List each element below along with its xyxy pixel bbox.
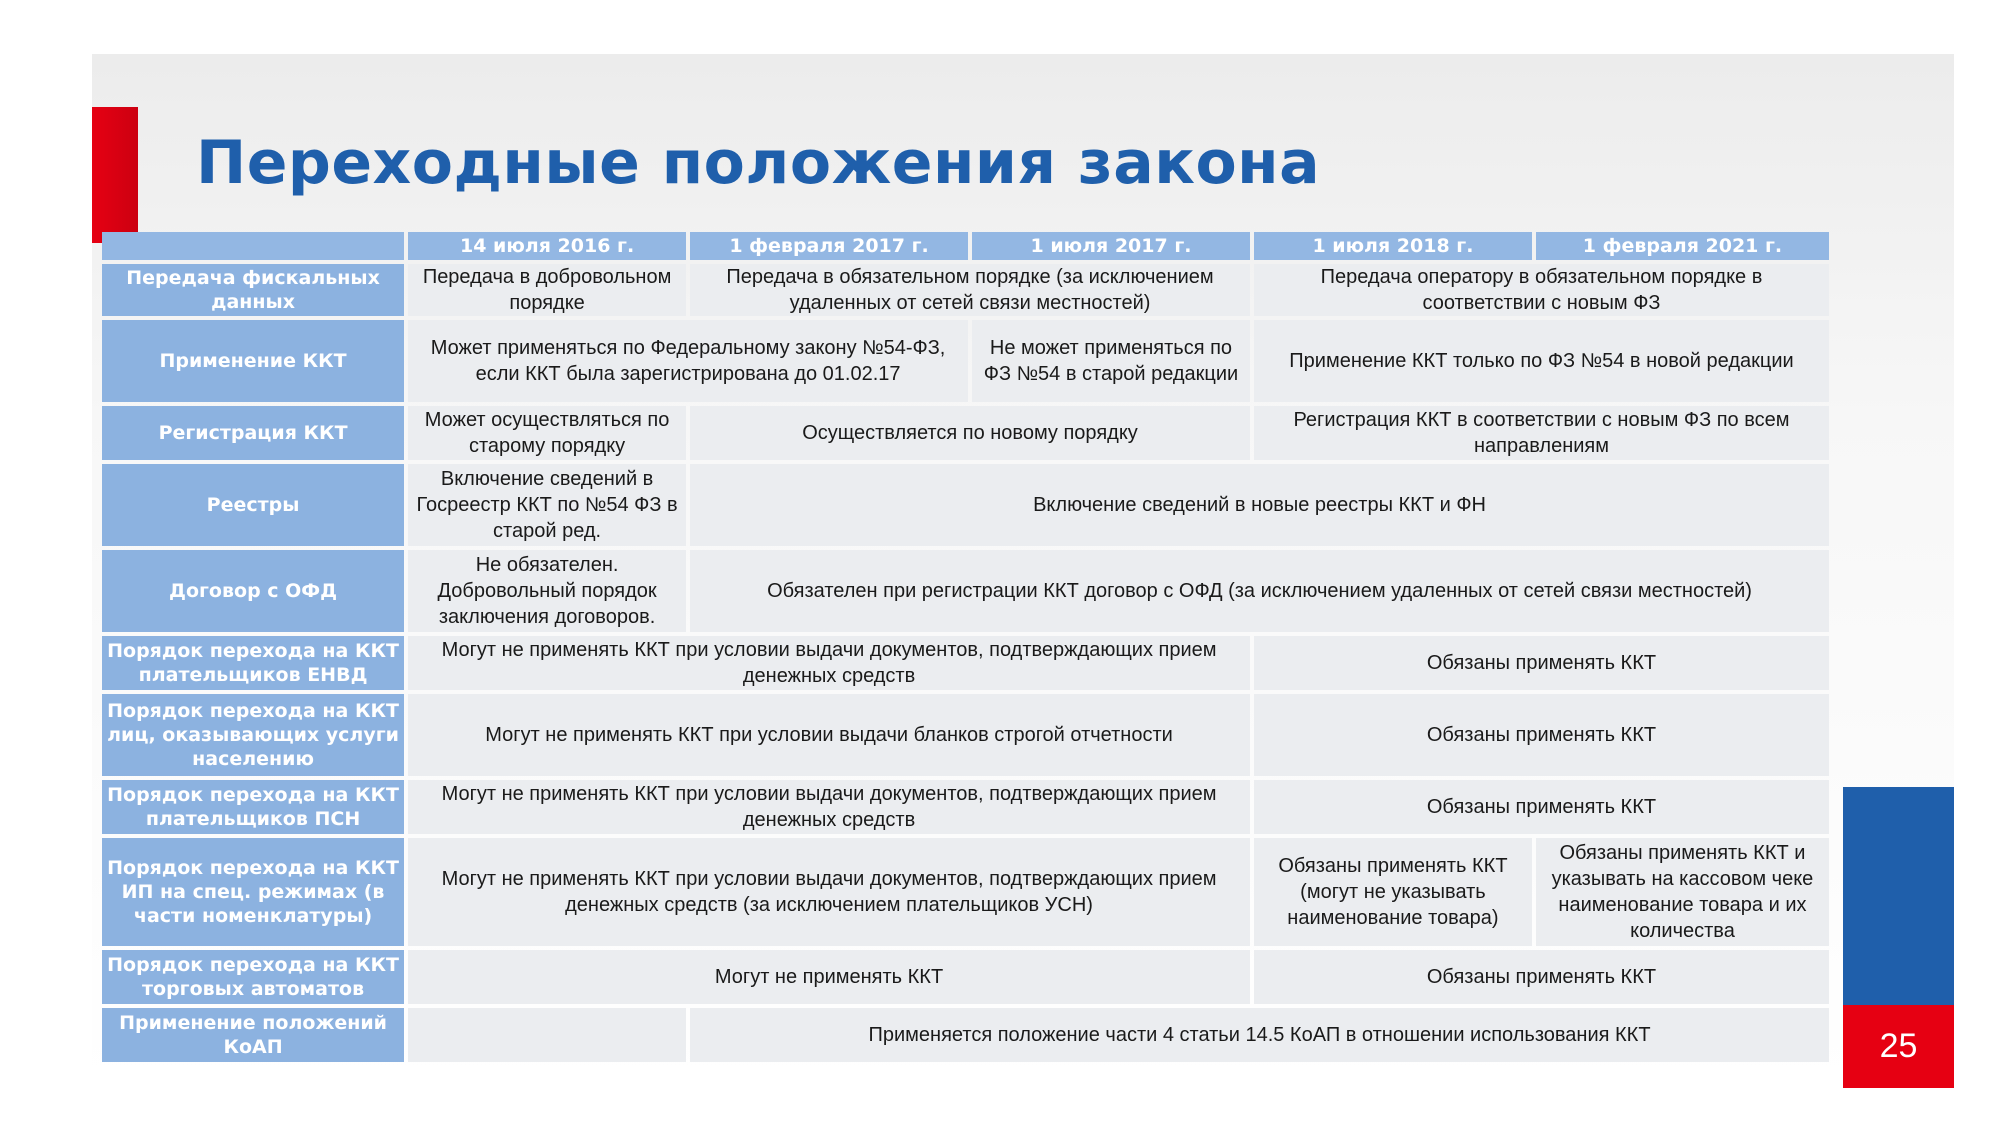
table-cell: Включение сведений в Госреестр ККТ по №54 ФЗ в старой ред.	[408, 464, 686, 546]
table-cell: Могут не применять ККТ при условии выдачи документов, подтверждающих прием денежных средств	[408, 780, 1250, 834]
column-header: 1 февраля 2017 г.	[690, 232, 968, 260]
table-cell: Передача оператору в обязательном порядке в соответствии с новым ФЗ	[1254, 264, 1829, 316]
table-cell: Включение сведений в новые реестры ККТ и ФН	[690, 464, 1829, 546]
table-row	[102, 550, 1829, 632]
row-label: Договор с ОФД	[102, 550, 404, 632]
row-label: Регистрация ККТ	[102, 406, 404, 460]
table-row	[102, 636, 1829, 690]
table-row	[102, 264, 1829, 316]
table-row	[102, 320, 1829, 402]
flag-blue-block	[1843, 787, 1954, 1005]
table-row	[102, 1008, 1829, 1062]
table-row	[102, 950, 1829, 1004]
table-row	[102, 694, 1829, 776]
row-label: Порядок перехода на ККТ плательщиков ПСН	[102, 780, 404, 834]
table-cell: Обязаны применять ККТ	[1254, 950, 1829, 1004]
row-label: Реестры	[102, 464, 404, 546]
table-header-row	[102, 232, 1829, 260]
table-cell: Могут не применять ККТ при условии выдачи документов, подтверждающих прием денежных средств (за исключением плательщиков УСН)	[408, 838, 1250, 946]
row-label: Порядок перехода на ККТ торговых автоматов	[102, 950, 404, 1004]
page-number: 25	[1879, 1027, 1918, 1065]
table-cell: Могут не применять ККТ при условии выдачи бланков строгой отчетности	[408, 694, 1250, 776]
column-header: 1 июля 2017 г.	[972, 232, 1250, 260]
table-cell: Обязаны применять ККТ	[1254, 694, 1829, 776]
table-row	[102, 780, 1829, 834]
row-label: Порядок перехода на ККТ ИП на спец. режимах (в части номенклатуры)	[102, 838, 404, 946]
column-header: 1 июля 2018 г.	[1254, 232, 1532, 260]
table-row	[102, 838, 1829, 946]
table-cell: Может осуществляться по старому порядку	[408, 406, 686, 460]
table-cell: Обязаны применять ККТ (могут не указывать наименование товара)	[1254, 838, 1532, 946]
table-cell: Осуществляется по новому порядку	[690, 406, 1250, 460]
table-cell: Могут не применять ККТ при условии выдачи документов, подтверждающих прием денежных средств	[408, 636, 1250, 690]
transition-provisions-table	[98, 228, 1833, 1066]
table-cell-empty	[408, 1008, 686, 1062]
table-cell: Обязателен при регистрации ККТ договор с ОФД (за исключением удаленных от сетей связи местностей)	[690, 550, 1829, 632]
table-cell: Регистрация ККТ в соответствии с новым ФЗ по всем направлениям	[1254, 406, 1829, 460]
table-cell: Могут не применять ККТ	[408, 950, 1250, 1004]
table-row	[102, 406, 1829, 460]
table-cell: Обязаны применять ККТ и указывать на кассовом чеке наименование товара и их количества	[1536, 838, 1829, 946]
table-cell: Не обязателен. Добровольный порядок заключения договоров.	[408, 550, 686, 632]
table-cell: Не может применяться по ФЗ №54 в старой редакции	[972, 320, 1250, 402]
table-cell: Применяется положение части 4 статьи 14.5 КоАП в отношении использования ККТ	[690, 1008, 1829, 1062]
table-cell: Обязаны применять ККТ	[1254, 636, 1829, 690]
table-cell: Может применяться по Федеральному закону №54-ФЗ, если ККТ была зарегистрирована до 01.02.17	[408, 320, 968, 402]
row-label: Применение положений КоАП	[102, 1008, 404, 1062]
row-label: Порядок перехода на ККТ лиц, оказывающих услуги населению	[102, 694, 404, 776]
row-label: Применение ККТ	[102, 320, 404, 402]
row-label: Передача фискальных данных	[102, 264, 404, 316]
column-header: 1 февраля 2021 г.	[1536, 232, 1829, 260]
page-title: Переходные положения закона	[196, 128, 1321, 198]
table-cell: Обязаны применять ККТ	[1254, 780, 1829, 834]
table-row	[102, 464, 1829, 546]
row-label: Порядок перехода на ККТ плательщиков ЕНВД	[102, 636, 404, 690]
table-cell: Применение ККТ только по ФЗ №54 в новой редакции	[1254, 320, 1829, 402]
column-header: 14 июля 2016 г.	[408, 232, 686, 260]
header-corner-cell	[102, 232, 404, 260]
table-cell: Передача в обязательном порядке (за исключением удаленных от сетей связи местностей)	[690, 264, 1250, 316]
table-cell: Передача в добровольном порядке	[408, 264, 686, 316]
red-accent-bar	[92, 107, 138, 243]
